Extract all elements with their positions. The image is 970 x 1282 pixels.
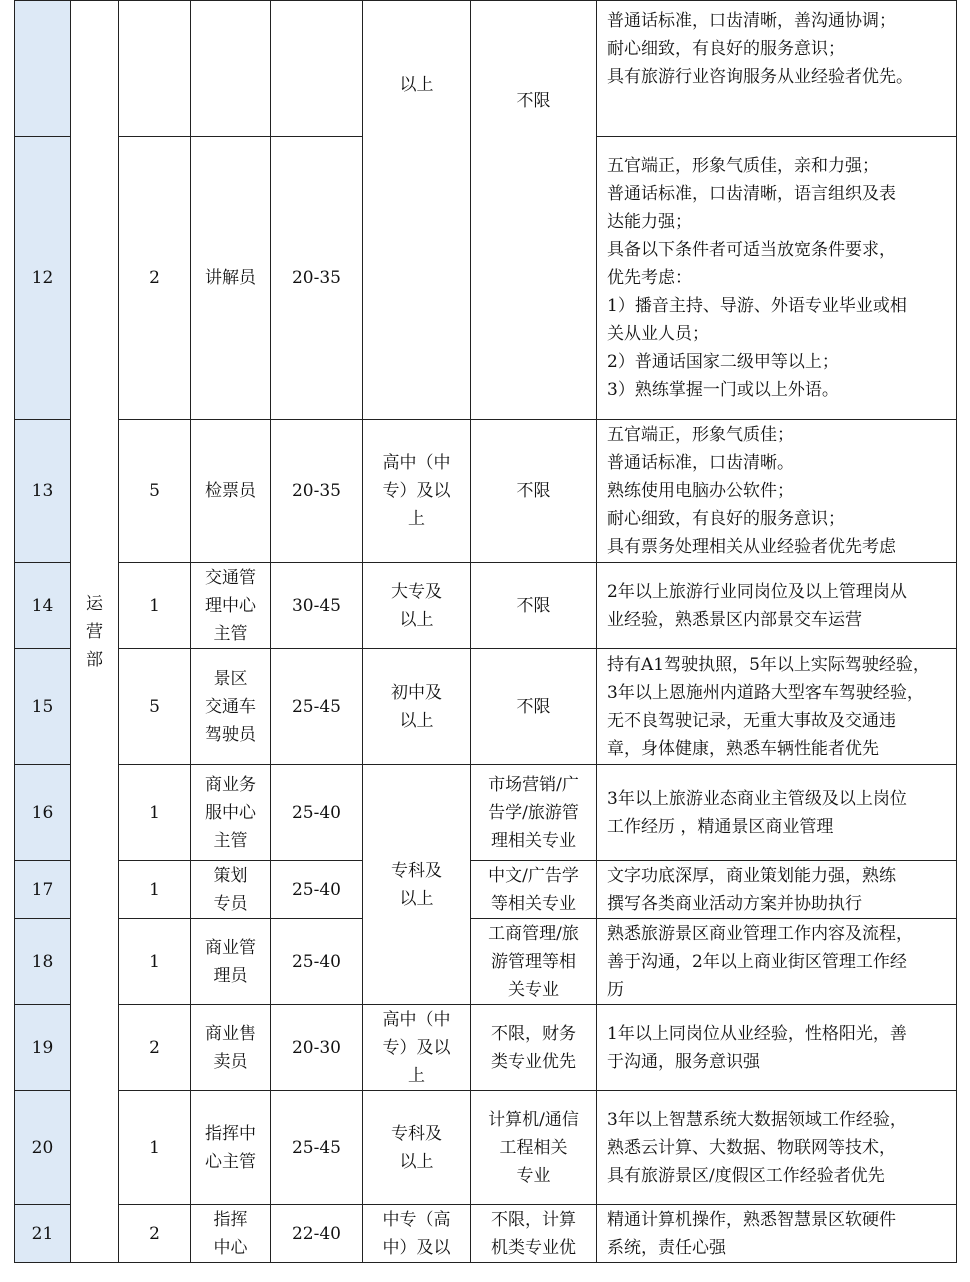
headcount-cell: 5 bbox=[119, 420, 191, 563]
table-row bbox=[15, 1, 957, 137]
education-cell: 以上 bbox=[363, 1, 471, 420]
requirements-cell: 3年以上旅游业态商业主管级及以上岗位 工作经历 ，精通景区商业管理 bbox=[597, 765, 957, 861]
requirements-cell: 文字功底深厚，商业策划能力强，熟练 撰写各类商业活动方案并协助执行 bbox=[597, 861, 957, 919]
major-cell: 中文/广告学 等相关专业 bbox=[471, 861, 597, 919]
requirements-cell: 精通计算机操作，熟悉智慧景区软硬件 系统，责任心强 bbox=[597, 1205, 957, 1263]
position-cell: 讲解员 bbox=[191, 137, 271, 420]
education-cell: 中专（高 中）及以 bbox=[363, 1205, 471, 1263]
table-row bbox=[15, 861, 957, 919]
position-cell: 商业务 服中心 主管 bbox=[191, 765, 271, 861]
age-cell: 25-40 bbox=[271, 919, 363, 1005]
age-cell: 20-35 bbox=[271, 420, 363, 563]
headcount-cell bbox=[119, 1, 191, 137]
position-cell: 商业售 卖员 bbox=[191, 1005, 271, 1091]
table-row bbox=[15, 1091, 957, 1205]
row-number: 19 bbox=[15, 1005, 71, 1091]
row-number: 17 bbox=[15, 861, 71, 919]
education-cell: 大专及 以上 bbox=[363, 563, 471, 649]
requirements-cell: 3年以上智慧系统大数据领域工作经验， 熟悉云计算、大数据、物联网等技术， 具有旅游景区/度假区工作经验者优先 bbox=[597, 1091, 957, 1205]
age-cell: 25-45 bbox=[271, 649, 363, 765]
department-cell bbox=[71, 1, 119, 1263]
headcount-cell: 2 bbox=[119, 137, 191, 420]
row-number: 16 bbox=[15, 765, 71, 861]
age-cell: 22-40 bbox=[271, 1205, 363, 1263]
row-number: 18 bbox=[15, 919, 71, 1005]
headcount-cell: 1 bbox=[119, 563, 191, 649]
education-cell: 专科及 以上 bbox=[363, 1091, 471, 1205]
headcount-cell: 5 bbox=[119, 649, 191, 765]
position-cell: 景区 交通车 驾驶员 bbox=[191, 649, 271, 765]
position-cell bbox=[191, 1, 271, 137]
position-cell: 指挥 中心 bbox=[191, 1205, 271, 1263]
table-row bbox=[15, 765, 957, 861]
row-number bbox=[15, 1, 71, 137]
row-number: 14 bbox=[15, 563, 71, 649]
table-row bbox=[15, 649, 957, 765]
education-cell: 专科及 以上 bbox=[363, 765, 471, 1005]
major-cell: 不限，计算 机类专业优 bbox=[471, 1205, 597, 1263]
row-number: 21 bbox=[15, 1205, 71, 1263]
major-cell: 市场营销/广 告学/旅游管 理相关专业 bbox=[471, 765, 597, 861]
headcount-cell: 1 bbox=[119, 765, 191, 861]
major-cell: 不限 bbox=[471, 420, 597, 563]
headcount-cell: 2 bbox=[119, 1005, 191, 1091]
position-cell: 交通管 理中心 主管 bbox=[191, 563, 271, 649]
age-cell: 20-35 bbox=[271, 137, 363, 420]
major-cell: 不限 bbox=[471, 563, 597, 649]
requirements-cell: 持有A1驾驶执照，5年以上实际驾驶经验， 3年以上恩施州内道路大型客车驾驶经验， 无不良驾驶记录，无重大事故及交通违 章，身体健康，熟悉车辆性能者优先 bbox=[597, 649, 957, 765]
row-number: 12 bbox=[15, 137, 71, 420]
table-row bbox=[15, 420, 957, 563]
department-label: 运 营 部 bbox=[85, 593, 103, 670]
age-cell: 25-45 bbox=[271, 1091, 363, 1205]
age-cell: 30-45 bbox=[271, 563, 363, 649]
position-cell: 商业管 理员 bbox=[191, 919, 271, 1005]
education-cell: 高中（中 专）及以 上 bbox=[363, 1005, 471, 1091]
table-row bbox=[15, 1205, 957, 1263]
position-cell: 策划 专员 bbox=[191, 861, 271, 919]
requirements-cell: 1年以上同岗位从业经验，性格阳光，善 于沟通，服务意识强 bbox=[597, 1005, 957, 1091]
education-cell: 初中及 以上 bbox=[363, 649, 471, 765]
position-cell: 检票员 bbox=[191, 420, 271, 563]
education-cell: 高中（中 专）及以 上 bbox=[363, 420, 471, 563]
recruitment-table bbox=[14, 0, 957, 1263]
row-number: 15 bbox=[15, 649, 71, 765]
age-cell: 25-40 bbox=[271, 861, 363, 919]
headcount-cell: 1 bbox=[119, 1091, 191, 1205]
row-number: 20 bbox=[15, 1091, 71, 1205]
requirements-cell: 五官端正，形象气质佳； 普通话标准，口齿清晰。 熟练使用电脑办公软件； 耐心细致，有良好的服务意识； 具有票务处理相关从业经验者优先考虑 bbox=[597, 420, 957, 563]
major-cell: 不限 bbox=[471, 1, 597, 420]
major-cell: 工商管理/旅 游管理等相 关专业 bbox=[471, 919, 597, 1005]
row-number: 13 bbox=[15, 420, 71, 563]
age-cell: 20-30 bbox=[271, 1005, 363, 1091]
age-cell: 25-40 bbox=[271, 765, 363, 861]
table-row bbox=[15, 1005, 957, 1091]
headcount-cell: 2 bbox=[119, 1205, 191, 1263]
major-cell: 计算机/通信 工程相关 专业 bbox=[471, 1091, 597, 1205]
headcount-cell: 1 bbox=[119, 919, 191, 1005]
major-cell: 不限 bbox=[471, 649, 597, 765]
requirements-cell: 五官端正，形象气质佳，亲和力强； 普通话标准，口齿清晰，语言组织及表 达能力强； 具备以下条件者可适当放宽条件要求， 优先考虑： 1）播音主持、导游、外语专业毕业或相 关从业人员； 2）普通话国家二级甲等以上； 3）熟练掌握一门或以上外语。 bbox=[597, 137, 957, 420]
table-row bbox=[15, 563, 957, 649]
requirements-cell: 普通话标准，口齿清晰，善沟通协调； 耐心细致，有良好的服务意识； 具有旅游行业咨询服务从业经验者优先。 bbox=[597, 1, 957, 137]
position-cell: 指挥中 心主管 bbox=[191, 1091, 271, 1205]
requirements-cell: 熟悉旅游景区商业管理工作内容及流程， 善于沟通，2年以上商业街区管理工作经 历 bbox=[597, 919, 957, 1005]
table-row bbox=[15, 919, 957, 1005]
requirements-cell: 2年以上旅游行业同岗位及以上管理岗从 业经验，熟悉景区内部景交车运营 bbox=[597, 563, 957, 649]
major-cell: 不限，财务 类专业优先 bbox=[471, 1005, 597, 1091]
age-cell bbox=[271, 1, 363, 137]
headcount-cell: 1 bbox=[119, 861, 191, 919]
